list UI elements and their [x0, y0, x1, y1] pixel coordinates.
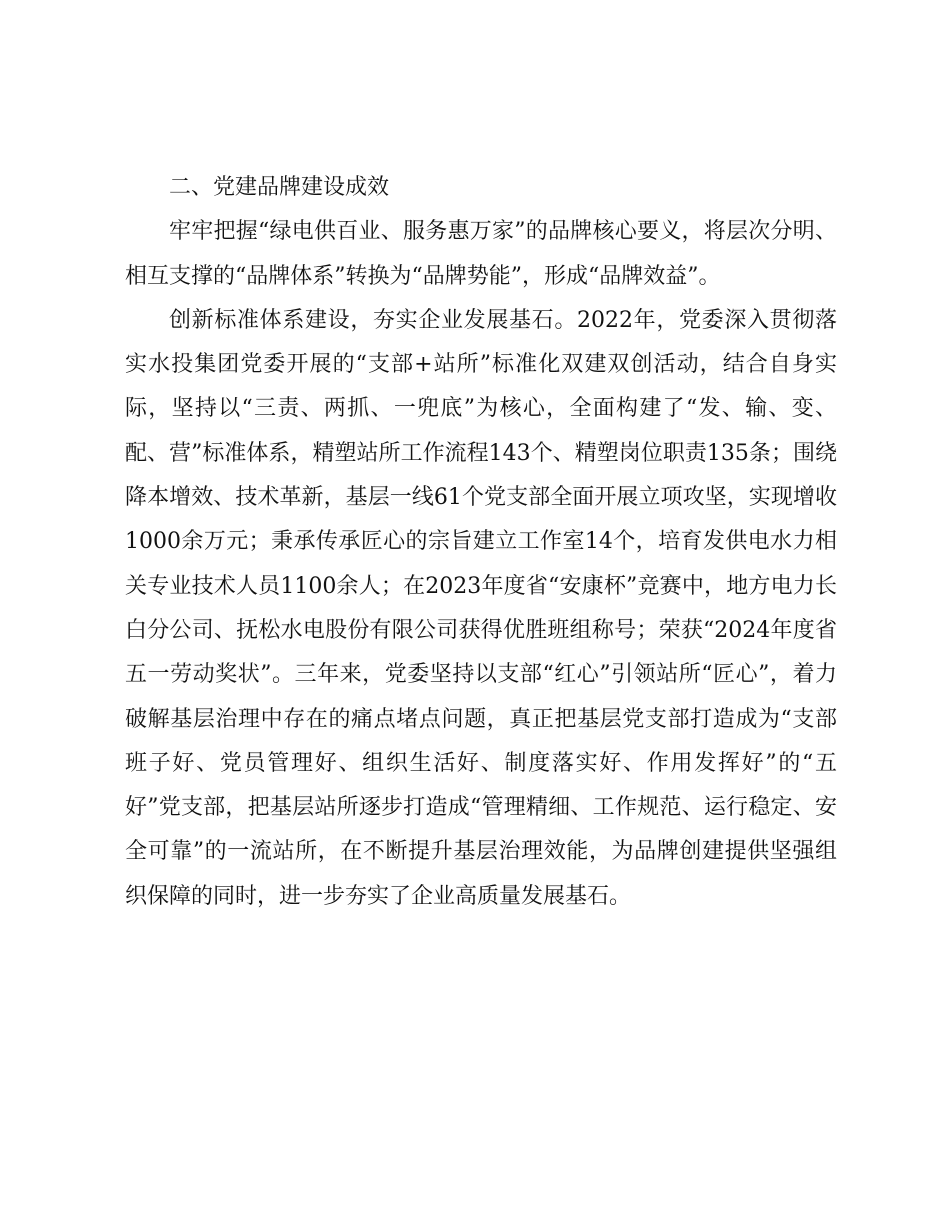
paragraph-standard-system: 创新标准体系建设，夯实企业发展基石。2022年，党委深入贯彻落实水投集团党委开展的“支部+站所”标准化双建双创活动，结合自身实际，坚持以“三责、两抓、一兜底”为核心，全面构建了“发、输、变、配、营”标准体系，精塑站所工作流程143个、精塑岗位职责135条；围绕降本增效、技术革新，基层一线61个党支部全面开展立项攻坚，实现增收1000余万元；秉承传承匠心的宗旨建立工作室14个，培育发供电水力相关专业技术人员1100余人；在2023年度省“安康杯”竞赛中，地方电力长白分公司、抚松水电股份有限公司获得优胜班组称号；荣获“2024年度省五一劳动奖状”。三年来，党委坚持以支部“红心”引领站所“匠心”，着力破解基层治理中存在的痛点堵点问题，真正把基层党支部打造成为“支部班子好、党员管理好、组织生活好、制度落实好、作用发挥好”的“五好”党支部，把基层站所逐步打造成“管理精细、工作规范、运行稳定、安全可靠”的一流站所，在不断提升基层治理效能，为品牌创建提供坚强组织保障的同时，进一步夯实了企业高质量发展基石。 [125, 307, 837, 909]
paragraph-intro: 牢牢把握“绿电供百业、服务惠万家”的品牌核心要义，将层次分明、相互支撑的“品牌体系”转换为“品牌势能”，形成“品牌效益”。 [125, 219, 837, 289]
document-body [125, 166, 837, 919]
section-heading: 二、党建品牌建设成效 [169, 175, 390, 200]
